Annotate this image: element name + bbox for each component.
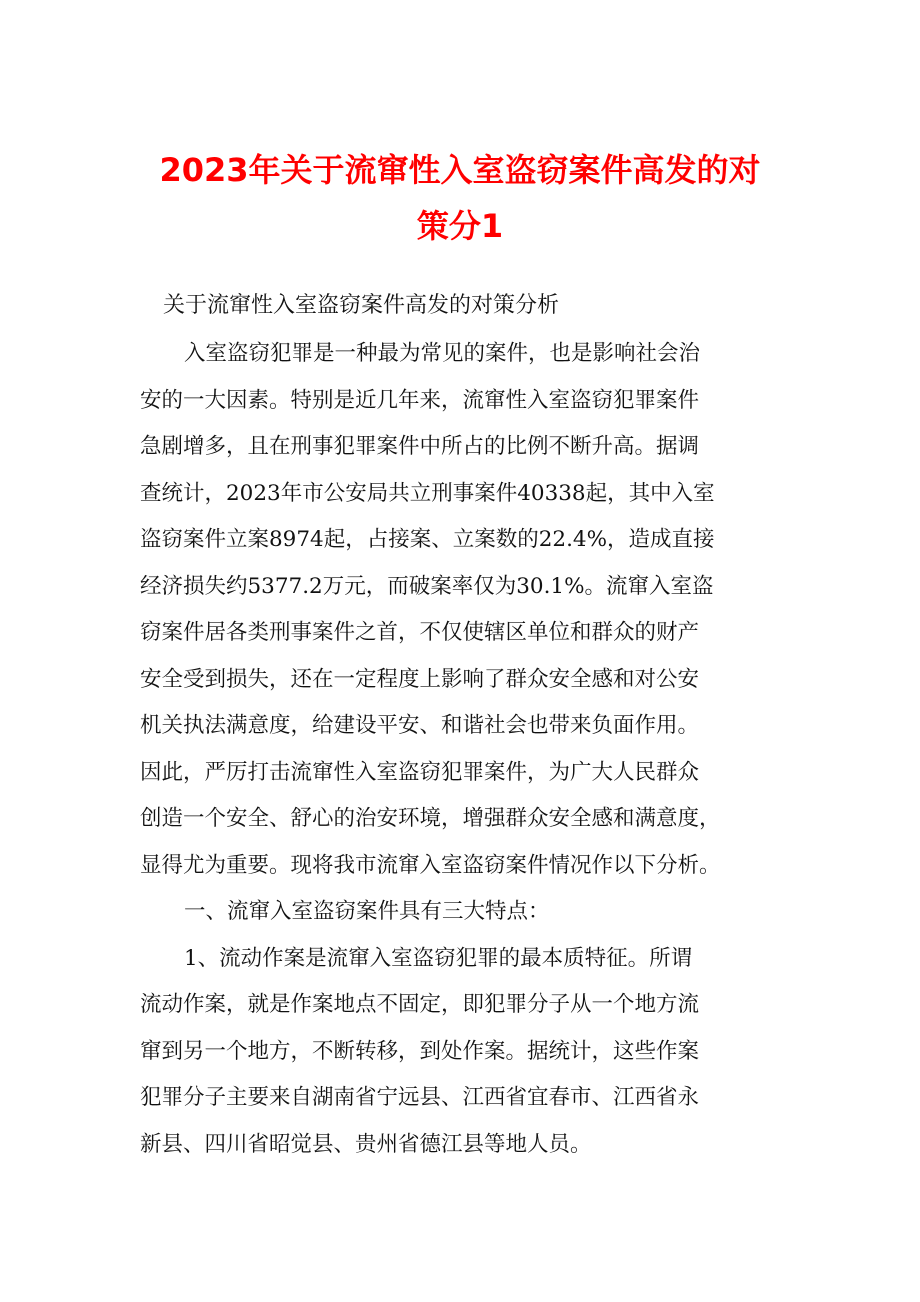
document-body <box>140 331 786 1168</box>
paragraph-line: 窃案件居各类刑事案件之首，不仅使辖区单位和群众的财产 <box>140 620 700 645</box>
paragraph-line: 急剧增多，且在刑事犯罪案件中所占的比例不断升高。据调 <box>140 434 700 459</box>
paragraph-line: 创造一个安全、舒心的治安环境，增强群众安全感和满意度， <box>140 806 721 831</box>
paragraph-line: 安的一大因素。特别是近几年来，流窜性入室盗窃犯罪案件 <box>140 387 700 413</box>
title-line-1: 2023年关于流窜性入室盗窃案件高发的对 <box>159 151 761 189</box>
paragraph-line: 经济损失约5377.2万元，而破案率仅为30.1%。流窜入室盗 <box>140 573 714 599</box>
document-title <box>130 142 790 254</box>
paragraph-line: 安全受到损失，还在一定程度上影响了群众安全感和对公安 <box>140 666 700 692</box>
paragraph-line: 盗窃案件立案8974起，占接案、立案数的22.4%，造成直接 <box>140 527 715 552</box>
paragraph-line: 机关执法满意度，给建设平安、和谐社会也带来负面作用。 <box>140 713 700 738</box>
paragraph-line: 查统计，2023年市公安局共立刑事案件40338起，其中入室 <box>140 480 715 506</box>
paragraph-line: 显得尤为重要。现将我市流窜入室盗窃案件情况作以下分析。 <box>140 852 721 878</box>
paragraph-line: 犯罪分子主要来自湖南省宁远县、江西省宜春市、江西省永 <box>140 1085 700 1110</box>
section-heading: 一、流窜入室盗窃案件具有三大特点： <box>184 899 550 924</box>
paragraph-line: 新县、四川省昭觉县、贵州省德江县等地人员。 <box>140 1131 592 1157</box>
paragraph-line: 流动作案，就是作案地点不固定，即犯罪分子从一个地方流 <box>140 992 700 1017</box>
document-subtitle: 关于流窜性入室盗窃案件高发的对策分析 <box>163 293 560 318</box>
paragraph-line: 1、流动作案是流窜入室盗窃犯罪的最本质特征。所谓 <box>184 945 693 971</box>
paragraph-line: 因此，严厉打击流窜性入室盗窃犯罪案件，为广大人民群众 <box>140 759 700 785</box>
title-line-2: 策分1 <box>416 207 504 245</box>
paragraph-line: 入室盗窃犯罪是一种最为常见的案件，也是影响社会治 <box>184 341 701 366</box>
paragraph-line: 窜到另一个地方，不断转移，到处作案。据统计，这些作案 <box>140 1038 700 1064</box>
